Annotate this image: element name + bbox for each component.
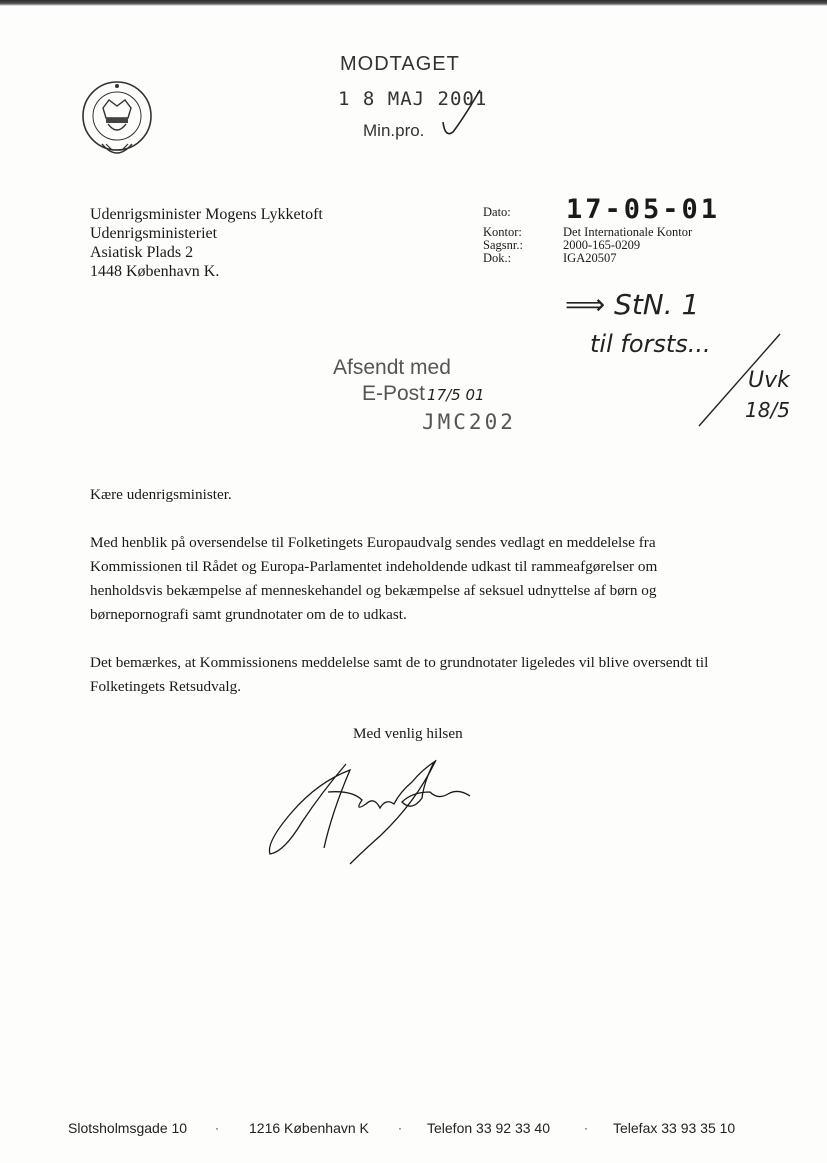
date-value: 17-05-01 [566, 194, 721, 225]
received-stamp-title: MODTAGET [340, 53, 460, 75]
office-label: Kontor: [483, 225, 522, 239]
handwritten-note-date: 18/5 [745, 398, 790, 422]
case-number-label: Sagsnr.: [483, 238, 523, 252]
sent-stamp-method: E-Post [362, 382, 426, 405]
footer-separator: · [215, 1121, 219, 1135]
footer-phone: Telefon 33 92 33 40 [427, 1120, 550, 1136]
case-number-value: 2000-165-0209 [563, 238, 641, 252]
recipient-address [90, 205, 323, 281]
received-stamp-signature: Min.pro. [363, 121, 425, 140]
scan-top-edge [0, 0, 827, 6]
salutation: Kære udenrigsminister. [90, 486, 232, 503]
received-stamp-check-mark [435, 86, 485, 145]
footer-city: 1216 København K [249, 1120, 369, 1136]
body-paragraph: Med henblik på oversendelse til Folketingets Europaudvalg sendes vedlagt en meddelelse fra Kommissionen til Rådet og Europa-Parlamentet indeholdende udkast til rammeafgørelser om henholdsvis bekæmpelse af menneskehandel og bekæmpelse af seksuel udnyttelse af børn og børnepornografi samt grundnotater om de to udkast. [90, 534, 658, 623]
recipient-line: Udenrigsministeriet [90, 225, 218, 242]
body-paragraph: Det bemærkes, at Kommissionens meddelelse samt de to grundnotater ligeledes vil blive oversendt til Folketingets Retsudvalg. [90, 654, 709, 695]
sent-stamp-line: Afsendt med [333, 356, 451, 379]
recipient-line: Udenrigsminister Mogens Lykketoft [90, 206, 323, 223]
date-label: Dato: [483, 205, 511, 219]
office-value: Det Internationale Kontor [563, 225, 693, 239]
document-label: Dok.: [483, 251, 512, 265]
footer-street: Slotsholmsgade 10 [68, 1120, 188, 1136]
sent-stamp-code: JMC202 [422, 410, 516, 434]
footer-separator: · [398, 1121, 402, 1135]
sent-stamp-line [362, 382, 485, 406]
handwritten-routing-note: til forsts... [590, 330, 711, 358]
recipient-line: Asiatisk Plads 2 [90, 244, 194, 261]
document-value: IGA20507 [563, 251, 617, 265]
recipient-line: 1448 København K. [90, 263, 220, 280]
sent-stamp-handwritten-date: 17/5 01 [427, 386, 485, 404]
footer-fax: Telefax 33 93 35 10 [613, 1120, 736, 1136]
footer-separator: · [584, 1121, 588, 1135]
handwritten-signature [262, 752, 492, 872]
footer-address [68, 1120, 768, 1140]
handwritten-initials: Uvk [748, 368, 790, 393]
closing: Med venlig hilsen [353, 725, 463, 742]
handwritten-routing-note: ⟹ StN. 1 [565, 288, 700, 321]
handwritten-slash [695, 330, 785, 435]
received-stamp-date: 1 8 MAJ 2001 [338, 88, 488, 110]
crest-logo [78, 78, 156, 162]
